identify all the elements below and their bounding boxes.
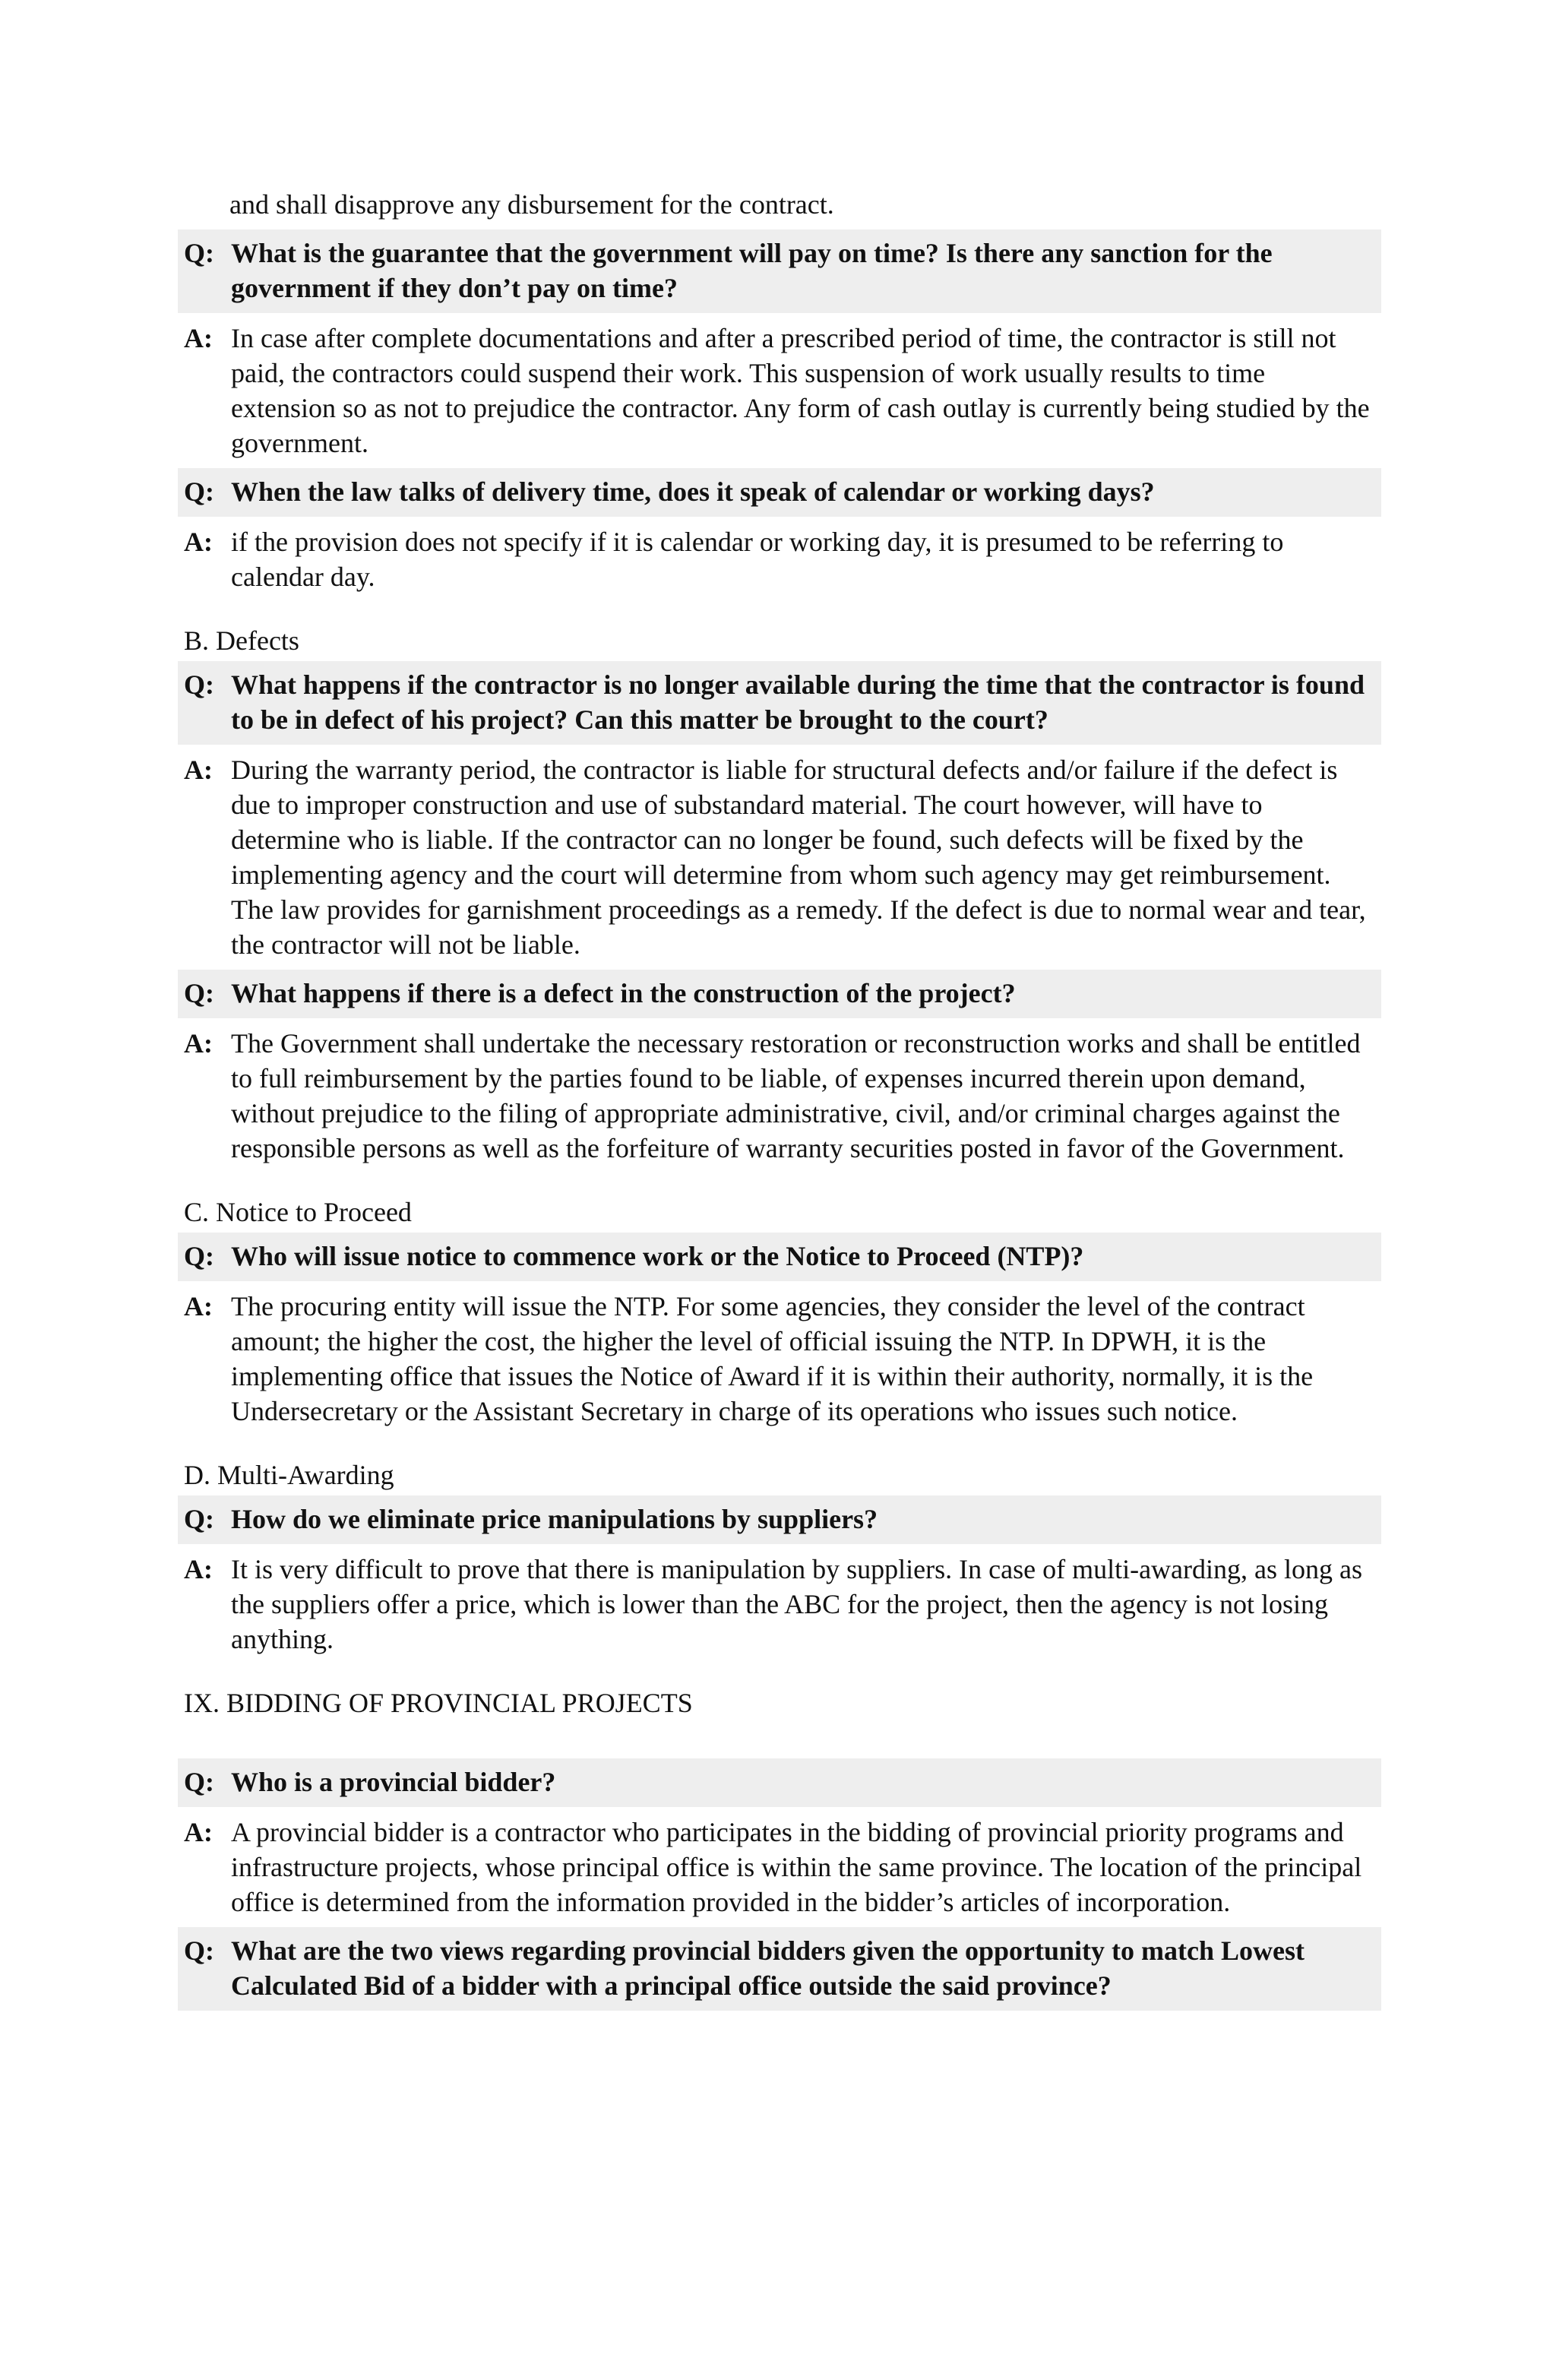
question-label: Q: bbox=[184, 1935, 214, 1966]
question-text: What is the guarantee that the government will pay on time? Is there any sanction for the government if they don’t pay on time? bbox=[231, 238, 1273, 303]
question-text: What happens if there is a defect in the construction of the project? bbox=[231, 978, 1016, 1008]
answer-label: A: bbox=[184, 1817, 213, 1847]
question-label: Q: bbox=[184, 238, 214, 268]
question-row bbox=[178, 1758, 1381, 1807]
question-row bbox=[178, 1233, 1381, 1281]
answer-text: if the provision does not specify if it is calendar or working day, it is presumed to be referring to calendar day. bbox=[231, 527, 1284, 592]
question-text: How do we eliminate price manipulations by suppliers? bbox=[231, 1504, 878, 1534]
answer-row bbox=[178, 751, 1381, 964]
answer-label: A: bbox=[184, 755, 213, 785]
question-label: Q: bbox=[184, 476, 214, 507]
answer-row bbox=[178, 523, 1381, 596]
answer-label: A: bbox=[184, 323, 213, 353]
answer-text: In case after complete documentations and after a prescribed period of time, the contractor is still not paid, the contractors could suspend their work. This suspension of work usually results to time extension so as not to prejudice the contractor. Any form of cash outlay is currently being studied by the government. bbox=[231, 323, 1370, 458]
answer-row bbox=[178, 1813, 1381, 1921]
section-heading-multi-awarding: D. Multi-Awarding bbox=[184, 1460, 394, 1490]
answer-label: A: bbox=[184, 527, 213, 557]
answer-text: The procuring entity will issue the NTP. For some agencies, they consider the level of the contract amount; the higher the cost, the higher the level of official issuing the NTP. In DPWH, it is the implementing office that issues the Notice of Award if it is within their authority, normally, it is the Undersecretary or the Assistant Secretary in charge of its operations who issues such notice. bbox=[231, 1291, 1314, 1426]
section-heading-defects: B. Defects bbox=[184, 625, 299, 656]
question-text: Who is a provincial bidder? bbox=[231, 1767, 556, 1797]
question-text: What happens if the contractor is no longer available during the time that the contractor is found to be in defect of his project? Can this matter be brought to the court? bbox=[231, 669, 1365, 735]
answer-text: The Government shall undertake the necessary restoration or reconstruction works and shall be entitled to full reimbursement by the parties found to be liable, of expenses incurred therein upon demand, without prejudice to the filing of appropriate administrative, civil, and/or criminal charges against the responsible persons as well as the forfeiture of warranty securities posted in favor of the Government. bbox=[231, 1028, 1361, 1163]
question-text: When the law talks of delivery time, does it speak of calendar or working days? bbox=[231, 476, 1155, 507]
answer-row bbox=[178, 319, 1381, 462]
question-label: Q: bbox=[184, 1767, 214, 1797]
question-row bbox=[178, 1495, 1381, 1544]
question-row bbox=[178, 661, 1381, 745]
question-row bbox=[178, 970, 1381, 1018]
question-label: Q: bbox=[184, 1241, 214, 1271]
question-label: Q: bbox=[184, 978, 214, 1008]
answer-text: It is very difficult to prove that there is manipulation by suppliers. In case of multi-awarding, as long as the suppliers offer a price, which is lower than the ABC for the project, then the agency is not losing anything. bbox=[231, 1554, 1362, 1654]
question-label: Q: bbox=[184, 669, 214, 700]
answer-label: A: bbox=[184, 1028, 213, 1059]
question-label: Q: bbox=[184, 1504, 214, 1534]
answer-row bbox=[178, 1287, 1381, 1430]
question-text: What are the two views regarding provincial bidders given the opportunity to match Lowest Calculated Bid of a bidder with a principal office outside the said province? bbox=[231, 1935, 1305, 2001]
answer-row bbox=[178, 1024, 1381, 1167]
section-heading-notice-to-proceed: C. Notice to Proceed bbox=[184, 1197, 412, 1227]
answer-label: A: bbox=[184, 1554, 213, 1584]
answer-row bbox=[178, 1550, 1381, 1658]
question-text: Who will issue notice to commence work or the Notice to Proceed (NTP)? bbox=[231, 1241, 1084, 1271]
document-page bbox=[178, 187, 1381, 2017]
answer-text: A provincial bidder is a contractor who participates in the bidding of provincial priority programs and infrastructure projects, whose principal office is within the same province. The location of the principal office is determined from the information provided in the bidder’s articles of incorporation. bbox=[231, 1817, 1362, 1917]
answer-label: A: bbox=[184, 1291, 213, 1321]
section-heading-provincial-projects: IX. BIDDING OF PROVINCIAL PROJECTS bbox=[184, 1688, 693, 1718]
answer-text: During the warranty period, the contractor is liable for structural defects and/or failure if the defect is due to improper construction and use of substandard material. The court however, will have to determine who is liable. If the contractor can no longer be found, such defects will be fixed by the implementing agency and the court will determine from whom such agency may get reimbursement. The law provides for garnishment proceedings as a remedy. If the defect is due to normal wear and tear, the contractor will not be liable. bbox=[231, 755, 1366, 960]
continuation-text: and shall disapprove any disbursement for the contract. bbox=[229, 189, 834, 220]
question-row bbox=[178, 229, 1381, 313]
question-row bbox=[178, 468, 1381, 517]
question-row bbox=[178, 1927, 1381, 2011]
